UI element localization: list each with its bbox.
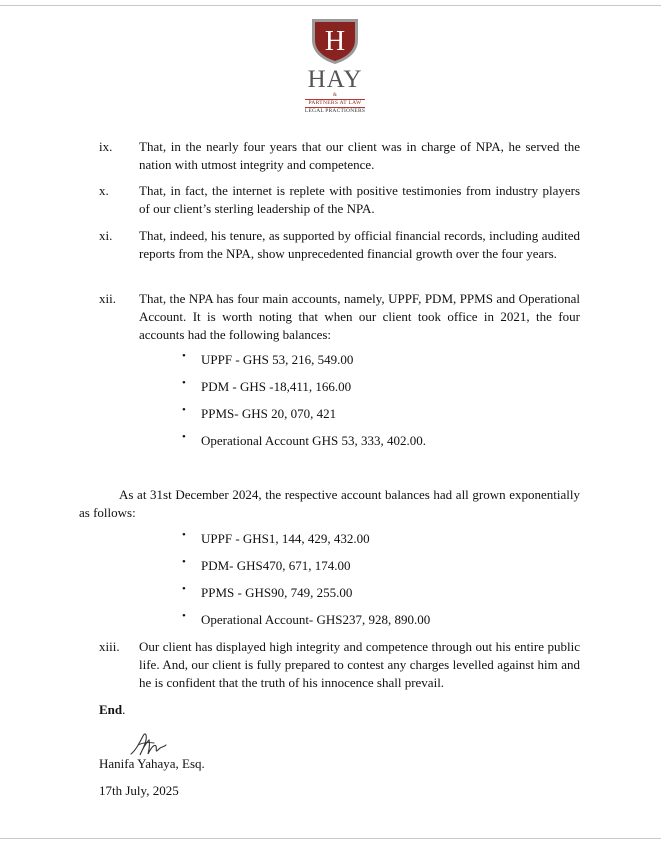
firm-tagline: LEGAL PRACTIONERS xyxy=(304,108,366,114)
balance-text: PDM - GHS -18,411, 166.00 xyxy=(201,379,352,394)
page-top-border xyxy=(0,5,661,6)
clause-text: Our client has displayed high integrity and competence through out his entire public life. And, our client is fully prepared to contest any charges levelled against him and he is confident that the truth of his innocence shall prevail. xyxy=(139,639,580,690)
firm-name: HAY xyxy=(307,66,363,93)
clause-text: That, indeed, his tenure, as supported by official financial records, including audited reports from the NPA, show unprecedented financial growth over the four years. xyxy=(139,228,580,261)
clause-number: xiii. xyxy=(99,639,120,654)
clause-x xyxy=(99,182,580,218)
firm-subtitle: PARTNERS AT LAW xyxy=(305,99,365,108)
clause-xi xyxy=(99,227,580,263)
shield-logo-icon xyxy=(309,16,361,66)
balance-text: PDM- GHS470, 671, 174.00 xyxy=(201,558,351,573)
clause-text: That, in fact, the internet is replete with positive testimonies from industry players of our client’s sterling leadership of the NPA. xyxy=(139,183,580,216)
balance-text: UPPF - GHS1, 144, 429, 432.00 xyxy=(201,531,370,546)
end-period: . xyxy=(122,702,126,717)
balance-text: PPMS- GHS 20, 070, 421 xyxy=(201,406,337,421)
paragraph-2024: As at 31st December 2024, the respective account balances had all grown exponentially as follows: xyxy=(79,487,580,520)
page-bottom-border xyxy=(0,838,661,839)
clause-text: That, the NPA has four main accounts, namely, UPPF, PDM, PPMS and Operational Account. It is worth noting that when our client took office in 2021, the four accounts had the following balances: xyxy=(139,291,580,342)
clause-xii xyxy=(99,290,580,344)
bullet-icon: • xyxy=(182,529,186,541)
end-marker xyxy=(99,701,125,719)
clause-number: xii. xyxy=(99,291,116,306)
bullet-icon: • xyxy=(182,377,186,389)
clause-number: ix. xyxy=(99,139,113,154)
balance-text: UPPF - GHS 53, 216, 549.00 xyxy=(201,352,354,367)
bullet-icon: • xyxy=(182,556,186,568)
bullet-icon: • xyxy=(182,610,186,622)
bullet-icon: • xyxy=(182,431,186,443)
letter-date: 17th July, 2025 xyxy=(99,783,179,798)
bullet-icon: • xyxy=(182,583,186,595)
letterhead-logo xyxy=(290,16,380,115)
balance-text: Operational Account- GHS237, 928, 890.00 xyxy=(201,612,431,627)
logo-letter: H xyxy=(324,26,346,57)
bullet-icon: • xyxy=(182,404,186,416)
clause-ix xyxy=(99,138,580,174)
balance-text: Operational Account GHS 53, 333, 402.00. xyxy=(201,433,426,448)
bullet-icon: • xyxy=(182,350,186,362)
firm-ampersand: & xyxy=(333,93,337,98)
clause-xiii xyxy=(99,638,580,692)
end-word: End xyxy=(99,702,123,717)
balance-text: PPMS - GHS90, 749, 255.00 xyxy=(201,585,353,600)
clause-text: That, in the nearly four years that our client was in charge of NPA, he served the nation with utmost integrity and competence. xyxy=(139,139,580,172)
signatory-name: Hanifa Yahaya, Esq. xyxy=(99,756,205,771)
clause-number: x. xyxy=(99,183,109,198)
clause-number: xi. xyxy=(99,228,113,243)
